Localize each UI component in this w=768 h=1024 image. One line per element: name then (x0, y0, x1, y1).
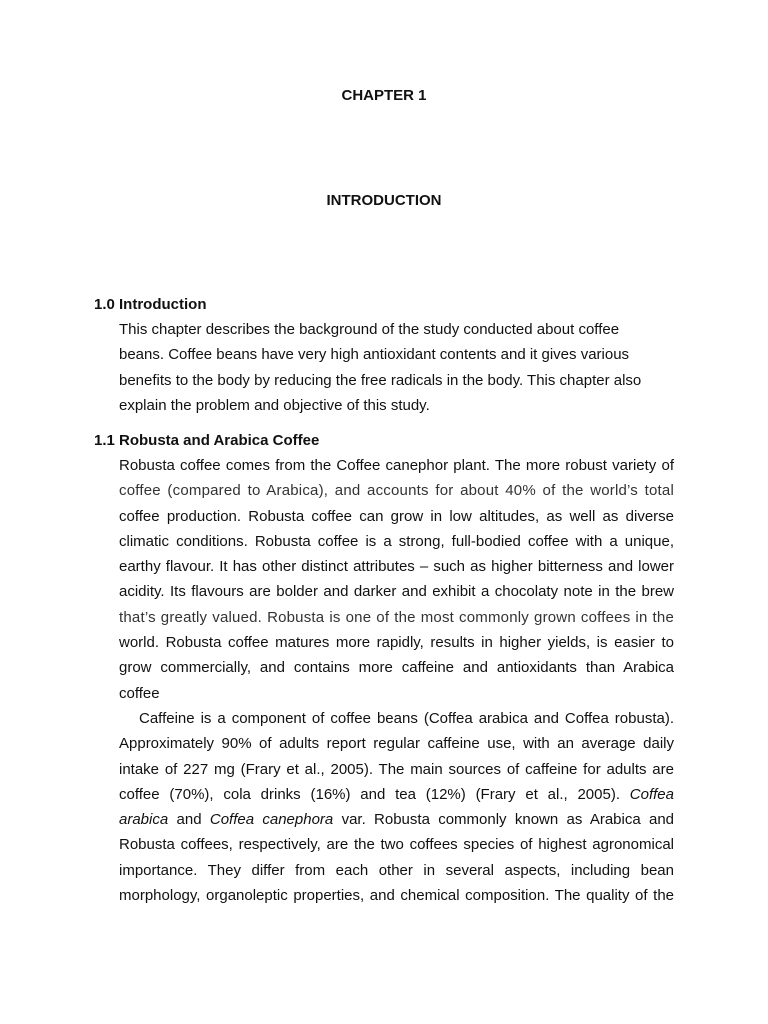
paragraph-line: importance. They differ from each other in several aspects, including bean (119, 861, 674, 879)
paragraph-line-with-italic (119, 807, 674, 832)
paragraph-line: beans. Coffee beans have very high antioxidant contents and it gives various (119, 346, 630, 364)
italic-species-name: Coffea (629, 785, 674, 803)
paragraph-line: This chapter describes the background of the study conducted about coffee (119, 321, 620, 338)
italic-species-name: arabica (119, 811, 169, 829)
paragraph-line: coffee production. Robusta coffee can grow in low altitudes, as well as diverse (119, 507, 674, 525)
line-text: coffee (70%), cola drinks (16%) and tea (12%) (Frary et al., 2005). (119, 785, 620, 803)
paragraph-line: acidity. Its flavours are bolder and darker and exhibit a chocolaty note in the brew (119, 583, 674, 601)
paragraph-line: grow commercially, and contains more caffeine and antioxidants than Arabica (119, 659, 674, 677)
section-heading-1-0: 1.0 Introduction (94, 296, 207, 313)
paragraph-line: benefits to the body by reducing the free radicals in the body. This chapter also (119, 371, 642, 389)
paragraph-line: Caffeine is a component of coffee beans (Coffea arabica and Coffea robusta). (139, 710, 674, 727)
paragraph-line: Robusta coffees, respectively, are the two coffees species of highest agronomical (119, 836, 674, 854)
paragraph-line: Robusta coffee comes from the Coffee canephor plant. The more robust variety of (119, 457, 674, 474)
paragraph-line: climatic conditions. Robusta coffee is a strong, full-bodied coffee with a unique, (119, 532, 674, 550)
chapter-title: INTRODUCTION (326, 192, 442, 209)
section-1-0-paragraph (119, 317, 674, 418)
paragraph-line: world. Robusta coffee matures more rapidly, results in higher yields, is easier to (119, 634, 674, 652)
section-heading-1-1: 1.1 Robusta and Arabica Coffee (94, 432, 320, 449)
line-text: var. Robusta commonly known as Arabica and (341, 811, 675, 829)
paragraph-line-with-italic (119, 782, 674, 807)
paragraph-line: intake of 227 mg (Frary et al., 2005). The main sources of caffeine for adults are (119, 760, 674, 778)
paragraph-line: coffee (119, 684, 160, 702)
section-1-1-paragraph-2 (119, 706, 674, 908)
paragraph-line: Approximately 90% of adults report regular caffeine use, with an average daily (119, 735, 674, 753)
line-text: and (176, 811, 202, 829)
paragraph-line: earthy flavour. It has other distinct attributes – such as higher bitterness and lower (119, 558, 674, 576)
paragraph-line: morphology, organoleptic properties, and chemical composition. The quality of the (119, 887, 674, 905)
chapter-label: CHAPTER 1 (341, 87, 427, 104)
paragraph-line: explain the problem and objective of this study. (119, 396, 430, 414)
section-1-1-paragraph-1 (119, 453, 674, 706)
paragraph-line: that’s greatly valued. Robusta is one of the most commonly grown coffees in the (119, 608, 674, 626)
paragraph-line: coffee (compared to Arabica), and accounts for about 40% of the world’s total (119, 482, 674, 500)
italic-species-name: Coffea canephora (209, 811, 334, 829)
